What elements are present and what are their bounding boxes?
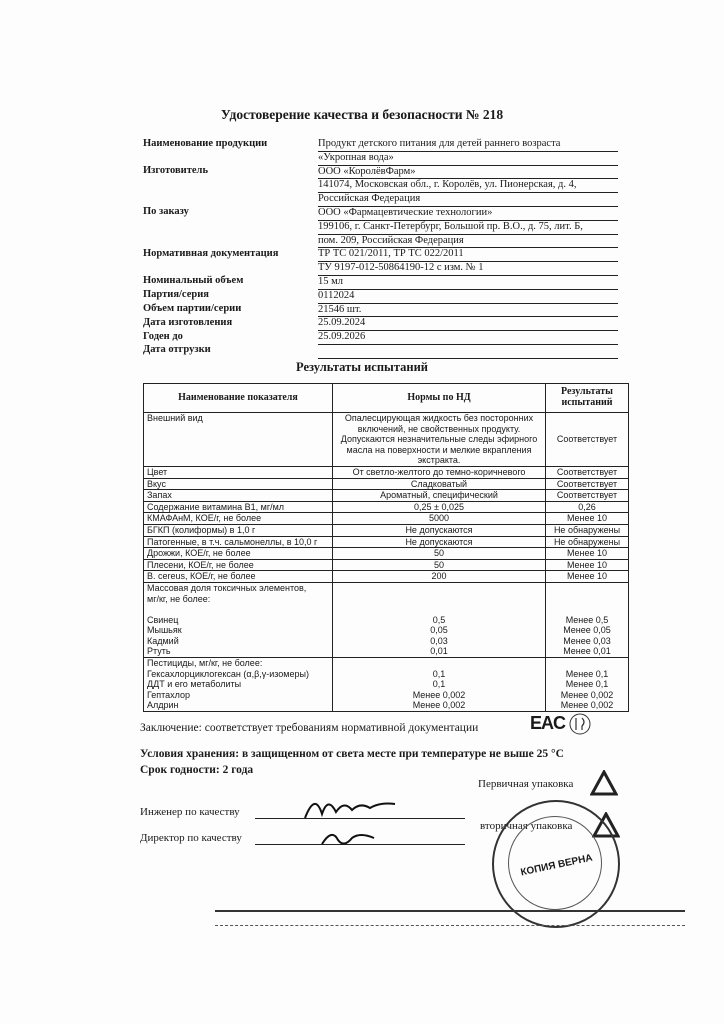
- info-label: Годен до: [143, 330, 183, 342]
- result-value: Менее 0,01: [546, 646, 629, 657]
- norm-value: Менее 0,002: [333, 700, 546, 711]
- norm-line: масла на поверхности и мелкие вкрапления: [346, 444, 532, 455]
- table-row: [144, 646, 629, 657]
- glass-fork-icon: [567, 712, 593, 736]
- table-row: [144, 478, 629, 490]
- table-row: [144, 548, 629, 560]
- norm-value: 0,1: [333, 679, 546, 690]
- result-value: Менее 10: [546, 513, 629, 525]
- empty-cell: [333, 582, 546, 614]
- info-label: Изготовитель: [143, 165, 208, 177]
- norm-value: 0,05: [333, 625, 546, 636]
- indicator-name: Содержание витамина B1, мг/мл: [144, 501, 333, 513]
- norm-value: Не допускаются: [333, 536, 546, 548]
- info-value: 199106, г. Санкт-Петербург, Большой пр. В.О., д. 75, лит. Б,: [318, 220, 618, 234]
- result-value: Не обнаружены: [546, 524, 629, 536]
- indicator-name: Цвет: [144, 466, 333, 478]
- table-row: [144, 559, 629, 571]
- info-label: Наименование продукции: [143, 138, 268, 149]
- director-signature: [318, 826, 378, 850]
- table-row: [144, 700, 629, 711]
- header-indicator: Наименование показателя: [144, 384, 333, 413]
- info-label: Объем партии/серии: [143, 303, 242, 315]
- table-row: [144, 524, 629, 536]
- result-value: Менее 0,03: [546, 636, 629, 647]
- norm-line: включений, не свойственных продукту.: [357, 423, 521, 434]
- table-row: [144, 679, 629, 690]
- result-value: Менее 0,1: [546, 669, 629, 680]
- result-value: Соответствует: [546, 490, 629, 502]
- shelf-life: Срок годности: 2 года: [140, 764, 254, 776]
- info-value: пом. 209, Российская Федерация: [318, 234, 618, 248]
- result-value: Менее 10: [546, 559, 629, 571]
- empty-cell: [546, 582, 629, 614]
- norm-value: 200: [333, 571, 546, 583]
- indicator-name: B. cereus, КОЕ/г, не более: [144, 571, 333, 583]
- indicator-name: Гептахлор: [144, 690, 333, 701]
- norm-value: 0,1: [333, 669, 546, 680]
- empty-cell: [333, 658, 546, 669]
- info-value: ООО «КоролёвФарм»: [318, 165, 618, 179]
- info-value: ООО «Фармацевтические технологии»: [318, 206, 618, 220]
- storage-conditions: Условия хранения: в защищенном от света месте при температуре не выше 25 °С: [140, 748, 564, 760]
- group-header: [144, 582, 333, 614]
- norm-value: 0,03: [333, 636, 546, 647]
- norm-value: 5000: [333, 513, 546, 525]
- indicator-name: Гексахлорциклогексан (α,β,γ-изомеры): [144, 669, 333, 680]
- info-label: Партия/серия: [143, 289, 209, 301]
- table-row: [144, 413, 629, 467]
- info-value: Продукт детского питания для детей раннего возраста: [318, 138, 618, 151]
- indicator-name: Алдрин: [144, 700, 333, 711]
- group-header: Пестициды, мг/кг, не более:: [144, 658, 333, 669]
- conclusion: Заключение: соответствует требованиям нормативной документации: [140, 722, 479, 734]
- engineer-signature: [300, 790, 400, 822]
- indicator-name: Мышьяк: [144, 625, 333, 636]
- info-label: Нормативная документация: [143, 247, 279, 259]
- table-row: [144, 636, 629, 647]
- indicator-name: Ртуть: [144, 646, 333, 657]
- secondary-pack-label: вторичная упаковка: [480, 820, 573, 832]
- indicator-name: Кадмий: [144, 636, 333, 647]
- norm-value: Ароматный, специфический: [333, 490, 546, 502]
- info-value: ТУ 9197-012-50864190-12 с изм. № 1: [318, 262, 618, 276]
- indicator-name: Вкус: [144, 478, 333, 490]
- recycle-icon: [590, 770, 618, 798]
- indicator-name: Внешний вид: [144, 413, 333, 467]
- result-value: Менее 0,05: [546, 625, 629, 636]
- norm-value: Не допускаются: [333, 524, 546, 536]
- header-results: Результаты испытаний: [546, 384, 629, 413]
- stamp-text: КОПИЯ ВЕРНА: [519, 852, 594, 879]
- norm-value: 0,5: [333, 615, 546, 626]
- director-label: Директор по качеству: [140, 832, 242, 844]
- info-value: Российская Федерация: [318, 193, 618, 207]
- result-value: Соответствует: [546, 413, 629, 467]
- table-row: [144, 690, 629, 701]
- bottom-rule: [215, 910, 685, 912]
- bottom-rule-dashed: [215, 925, 685, 926]
- indicator-name: БГКП (колиформы) в 1,0 г: [144, 524, 333, 536]
- norm-value: 50: [333, 559, 546, 571]
- table-row: [144, 669, 629, 680]
- info-label: Дата отгрузки: [143, 344, 211, 356]
- engineer-label: Инженер по качеству: [140, 806, 240, 818]
- result-value: Менее 0,1: [546, 679, 629, 690]
- results-title: Результаты испытаний: [296, 360, 428, 374]
- result-value: Менее 0,002: [546, 690, 629, 701]
- info-value: «Укропная вода»: [318, 151, 618, 165]
- indicator-name: ДДТ и его метаболиты: [144, 679, 333, 690]
- group-header-line: Массовая доля токсичных элементов,: [147, 582, 307, 593]
- result-value: Менее 10: [546, 571, 629, 583]
- info-label: Дата изготовления: [143, 316, 233, 328]
- table-row: [144, 625, 629, 636]
- indicator-name: Патогенные, в т.ч. сальмонеллы, в 10,0 г: [144, 536, 333, 548]
- table-row: [144, 571, 629, 583]
- info-value: 21546 шт.: [318, 303, 618, 317]
- result-value: Не обнаружены: [546, 536, 629, 548]
- info-value: 141074, Московская обл., г. Королёв, ул. Пионерская, д. 4,: [318, 179, 618, 193]
- product-info: [143, 138, 618, 359]
- info-value: 15 мл: [318, 275, 618, 289]
- info-label: Номинальный объем: [143, 275, 244, 287]
- indicator-name: Плесени, КОЕ/г, не более: [144, 559, 333, 571]
- info-value: ТР ТС 021/2011, ТР ТС 022/2011: [318, 248, 618, 262]
- result-value: 0,26: [546, 501, 629, 513]
- result-value: Менее 0,5: [546, 615, 629, 626]
- document-title: Удостоверение качества и безопасности № 218: [220, 107, 504, 122]
- norm-line: Опалесцирующая жидкость без посторонних: [344, 413, 534, 423]
- table-row: [144, 466, 629, 478]
- table-row: [144, 490, 629, 502]
- norm-value: 50: [333, 548, 546, 560]
- indicator-name: КМАФАнМ, КОЕ/г, не более: [144, 513, 333, 525]
- info-value: 25.09.2026: [318, 331, 618, 345]
- indicator-name: Свинец: [144, 615, 333, 626]
- table-row: [144, 536, 629, 548]
- results-table: [143, 383, 629, 712]
- empty-cell: [546, 658, 629, 669]
- norm-value: Менее 0,002: [333, 690, 546, 701]
- norm-line: экстракта.: [417, 455, 461, 466]
- indicator-name: Дрожжи, КОЕ/г, не более: [144, 548, 333, 560]
- result-value: Менее 10: [546, 548, 629, 560]
- result-value: Менее 0,002: [546, 700, 629, 711]
- result-value: Соответствует: [546, 478, 629, 490]
- eac-mark: EAC: [530, 713, 566, 733]
- table-row: [144, 501, 629, 513]
- info-value: 0112024: [318, 289, 618, 303]
- result-value: Соответствует: [546, 466, 629, 478]
- info-label: По заказу: [143, 206, 189, 218]
- primary-pack-label: Первичная упаковка: [478, 778, 574, 790]
- norm-value: Сладковатый: [333, 478, 546, 490]
- table-row: [144, 615, 629, 626]
- info-value: [318, 344, 618, 358]
- norm-value: От светло-желтого до темно-коричневого: [333, 466, 546, 478]
- info-value: 25.09.2024: [318, 317, 618, 331]
- group-header-line: мг/кг, не более:: [147, 593, 211, 604]
- norm-line: Допускаются незначительные следы эфирного: [340, 434, 538, 445]
- header-norms: Нормы по НД: [333, 384, 546, 413]
- indicator-name: Запах: [144, 490, 333, 502]
- norm-value: 0,01: [333, 646, 546, 657]
- norm-value: 0,25 ± 0,025: [333, 501, 546, 513]
- norm-value: [333, 413, 546, 467]
- table-row: [144, 513, 629, 525]
